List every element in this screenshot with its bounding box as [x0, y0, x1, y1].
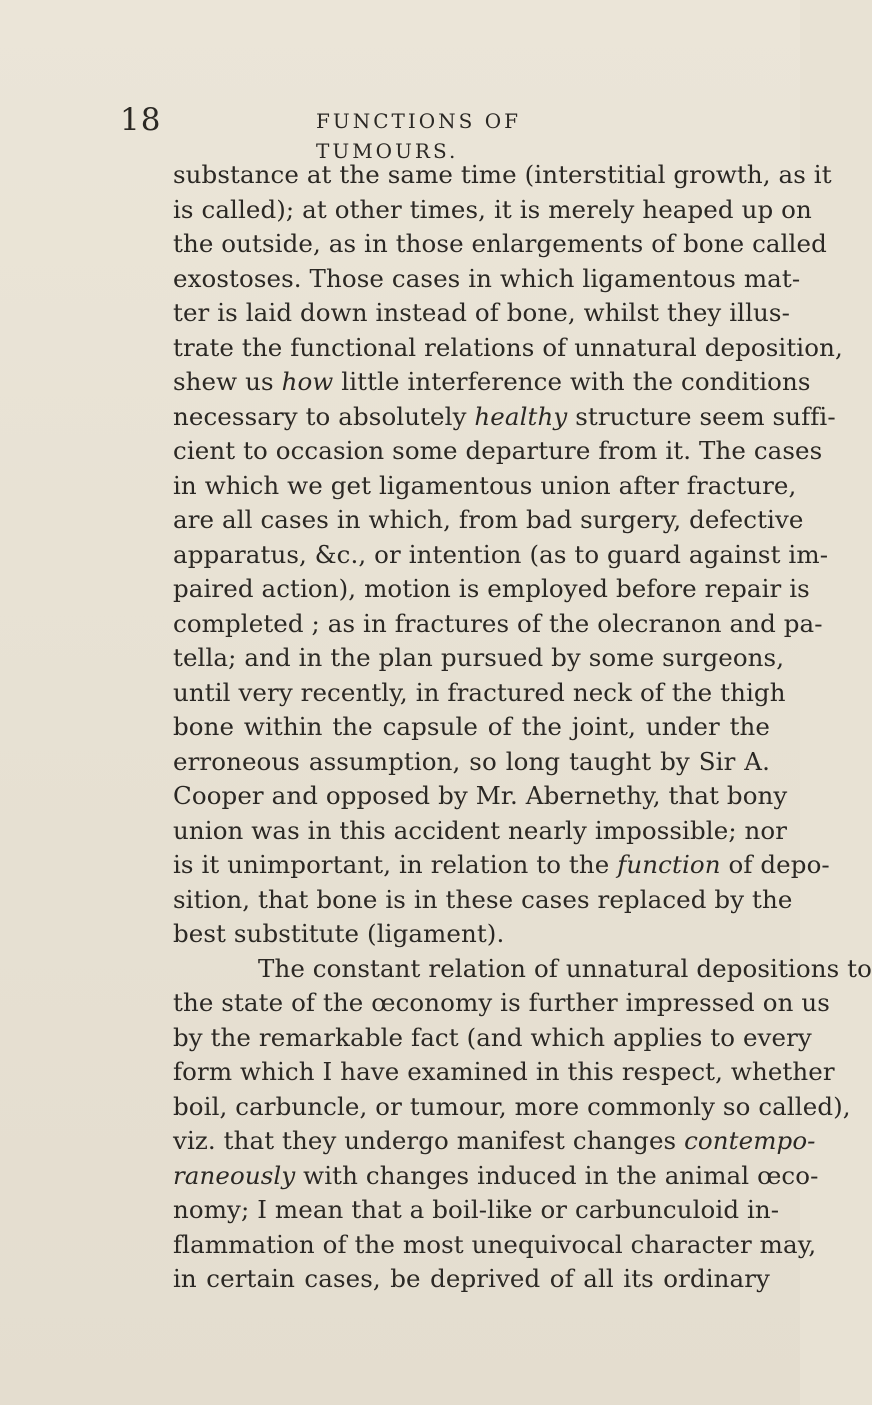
text-line: form which I have examined in this respect, whether [173, 1057, 835, 1086]
text-line: apparatus, &c., or intention (as to guard against im- [173, 539, 829, 569]
body-text [173, 158, 872, 1297]
text-line: erroneous assumption, so long taught by Sir A. [173, 746, 770, 776]
text-line: raneously with changes induced in the animal œco- [173, 1160, 819, 1190]
text-line: substance at the same time (interstitial growth, as it [173, 160, 832, 189]
italic-word: contempo- [684, 1126, 816, 1155]
text-line: until very recently, in fractured neck of the thigh [173, 677, 786, 707]
page-number: 18 [120, 102, 162, 138]
text-line: bone within the capsule of the joint, under the [173, 712, 770, 741]
text-line: are all cases in which, from bad surgery, defective [173, 505, 804, 534]
text-line: paired action), motion is employed before repair is [173, 574, 810, 603]
text-line: is it unimportant, in relation to the function of depo- [173, 850, 830, 879]
text-line: flammation of the most unequivocal character may, [173, 1229, 817, 1259]
text-line: in which we get ligamentous union after fracture, [173, 470, 797, 500]
page-header [120, 100, 640, 163]
italic-word: how [281, 367, 334, 396]
running-title: FUNCTIONS OF TUMOURS. [316, 109, 522, 163]
italic-word: function [617, 850, 721, 879]
text-line: exostoses. Those cases in which ligamentous mat- [173, 263, 801, 293]
text-line: trate the functional relations of unnatural deposition, [173, 332, 843, 362]
text-line: viz. that they undergo manifest changes contempo- [173, 1126, 816, 1155]
text-line: tella; and in the plan pursued by some surgeons, [173, 643, 785, 672]
italic-word: healthy [474, 401, 568, 431]
text-line: necessary to absolutely healthy structure seem suffi- [173, 401, 836, 431]
text-line: ter is laid down instead of bone, whilst they illus- [173, 298, 790, 327]
text-line: boil, carbuncle, or tumour, more commonly so called), [173, 1091, 851, 1121]
text-line: best substitute (ligament). [173, 919, 505, 948]
text-line: by the remarkable fact (and which applies to every [173, 1022, 812, 1052]
text-line: union was in this accident nearly impossible; nor [173, 815, 788, 845]
text-line: sition, that bone is in these cases replaced by the [173, 884, 793, 914]
text-line: completed ; as in fractures of the olecranon and pa- [173, 608, 823, 638]
text-line: is called); at other times, it is merely heaped up on [173, 194, 812, 224]
text-line: in certain cases, be deprived of all its ordinary [173, 1264, 770, 1293]
text-line: shew us how little interference with the conditions [173, 367, 811, 396]
text-line: the state of the œconomy is further impressed on us [173, 988, 830, 1017]
italic-word: raneously [173, 1160, 296, 1190]
text-line: the outside, as in those enlargements of bone called [173, 229, 827, 258]
text-line: nomy; I mean that a boil-like or carbunculoid in- [173, 1195, 780, 1224]
text-line: The constant relation of unnatural depositions to [258, 953, 872, 983]
text-line: Cooper and opposed by Mr. Abernethy, that bony [173, 781, 788, 810]
text-line: cient to occasion some departure from it. The cases [173, 436, 823, 465]
